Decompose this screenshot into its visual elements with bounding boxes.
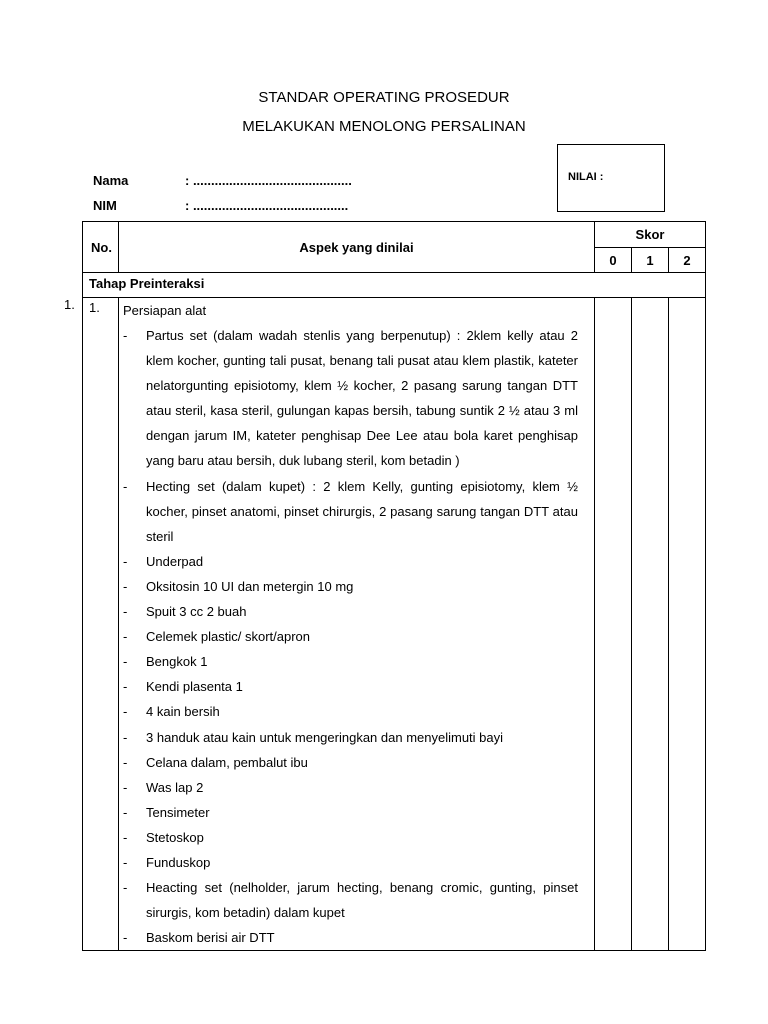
list-item: - Celana dalam, pembalut ibu	[123, 754, 308, 770]
list-item: - Spuit 3 cc 2 buah	[123, 604, 247, 620]
list-item: - Kendi plasenta 1	[123, 679, 243, 695]
nim-label: NIM	[93, 198, 117, 213]
nilai-box	[557, 144, 665, 212]
outer-item-number: 1.	[64, 297, 75, 312]
list-item: - 3 handuk atau kain untuk mengeringkan dan menyelimuti bayi	[123, 729, 504, 745]
list-item: - Oksitosin 10 UI dan metergin 10 mg	[123, 578, 354, 594]
list-item: - Baskom berisi air DTT	[123, 930, 275, 946]
document-subtitle: MELAKUKAN MENOLONG PERSALINAN	[242, 118, 526, 135]
header-no: No.	[83, 222, 119, 273]
stage-label: Tahap Preinteraksi	[83, 273, 706, 298]
header-aspek: Aspek yang dinilai	[119, 222, 595, 273]
list-item: - Underpad	[123, 553, 204, 569]
header-score-1: 1	[632, 248, 669, 273]
list-item: - Tensimeter	[123, 804, 210, 820]
header-score-2: 2	[669, 248, 706, 273]
header-score-0: 0	[595, 248, 632, 273]
list-item: - Stetoskop	[123, 829, 204, 845]
list-item: - Celemek plastic/ skort/apron	[123, 629, 311, 645]
row-number: 1.	[83, 298, 119, 951]
equipment-list	[119, 323, 594, 950]
list-item: - Was lap 2	[123, 779, 204, 795]
list-item: - Funduskop	[123, 854, 211, 870]
score-cell-1[interactable]	[632, 298, 669, 951]
score-cell-0[interactable]	[595, 298, 632, 951]
document-title: STANDAR OPERATING PROSEDUR	[258, 89, 510, 106]
nilai-label: NILAI :	[568, 171, 604, 183]
list-item: - Bengkok 1	[123, 654, 208, 670]
list-item: - Heacting set (nelholder, jarum hecting, benang cromic, gunting, pinset sirurgis, kom betadin) dalam kupet	[123, 880, 578, 921]
list-item: - Hecting set (dalam kupet) : 2 klem Kelly, gunting episiotomy, klem ½ kocher, pinset anatomi, pinset chirurgis, 2 pasang sarung tangan DTT atau steril	[123, 478, 578, 544]
score-cell-2[interactable]	[669, 298, 706, 951]
header-skor: Skor	[595, 222, 706, 248]
aspek-cell	[119, 298, 595, 951]
list-item: - 4 kain bersih	[123, 704, 220, 720]
row-title: Persiapan alat	[123, 303, 207, 318]
list-item: - Partus set (dalam wadah stenlis yang berpenutup) : 2klem kelly atau 2 klem kocher, gunting tali pusat, benang tali pusat atau klem plastik, kateter nelatorgunting episiotomy, klem ½ kocher, 2 pasang sarung tangan DTT atau steril, kasa steril, gulungan kapas bersih, tabung suntik 2 ½ atau 3 ml dengan jarum IM, kateter penghisap Dee Lee atau bola karet penghisap yang baru atau bersih, duk lubang steril, kom betadin )	[123, 328, 578, 469]
assessment-table	[82, 221, 706, 951]
nim-field[interactable]: : ...........................................	[185, 198, 349, 213]
nama-field[interactable]: : ............................................	[185, 173, 352, 188]
nama-label: Nama	[93, 173, 129, 188]
